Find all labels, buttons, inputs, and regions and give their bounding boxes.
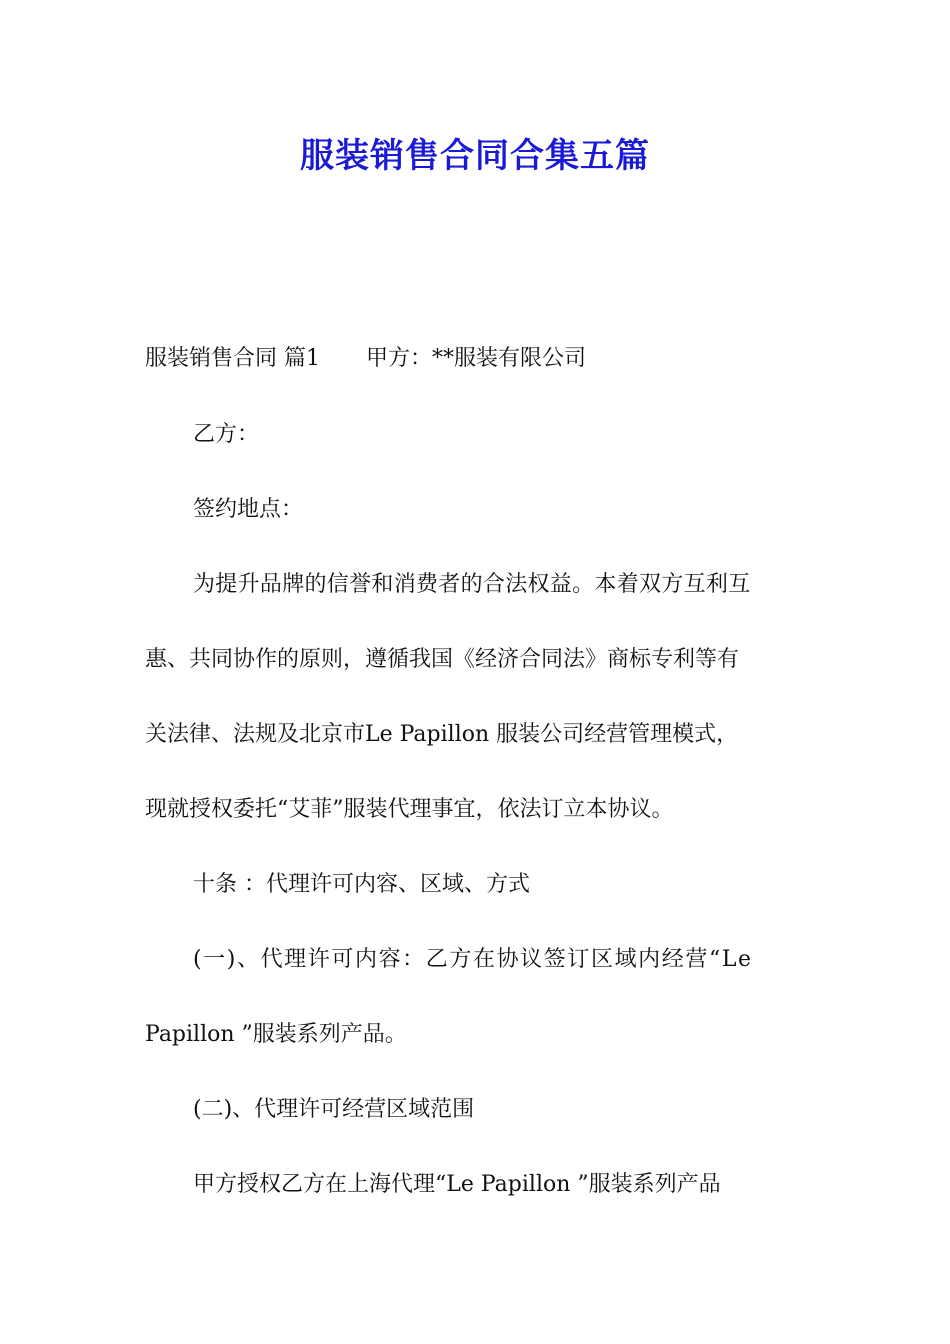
contract-section-label: 服装销售合同 篇1 bbox=[145, 346, 320, 371]
party-a-label: 甲方：**服装有限公司 bbox=[366, 346, 587, 371]
signing-location-line: 签约地点： bbox=[193, 497, 304, 522]
paragraph-line: 为提升品牌的信誉和消费者的合法权益。本着双方互利互 bbox=[193, 572, 751, 597]
clause-subheading-line: (二)、代理许可经营区域范围 bbox=[193, 1097, 475, 1122]
contract-heading-line bbox=[145, 344, 825, 374]
paragraph-line: 惠、共同协作的原则，遵循我国《经济合同法》商标专利等有 bbox=[145, 647, 740, 672]
paragraph-line: (一)、代理许可内容：乙方在协议签订区域内经营“Le bbox=[193, 947, 753, 972]
paragraph-line: Papillon ”服装系列产品。 bbox=[145, 1022, 407, 1047]
paragraph-line: 甲方授权乙方在上海代理“Le Papillon ”服装系列产品 bbox=[193, 1172, 721, 1197]
party-b-line: 乙方： bbox=[193, 422, 260, 447]
paragraph-line: 关法律、法规及北京市Le Papillon 服装公司经营管理模式， bbox=[145, 722, 739, 747]
paragraph-line: 现就授权委托“艾菲”服装代理事宜，依法订立本协议。 bbox=[145, 797, 674, 822]
clause-heading-line: 十条 ：代理许可内容、区域、方式 bbox=[193, 872, 530, 897]
document-title: 服装销售合同合集五篇 bbox=[300, 136, 650, 176]
